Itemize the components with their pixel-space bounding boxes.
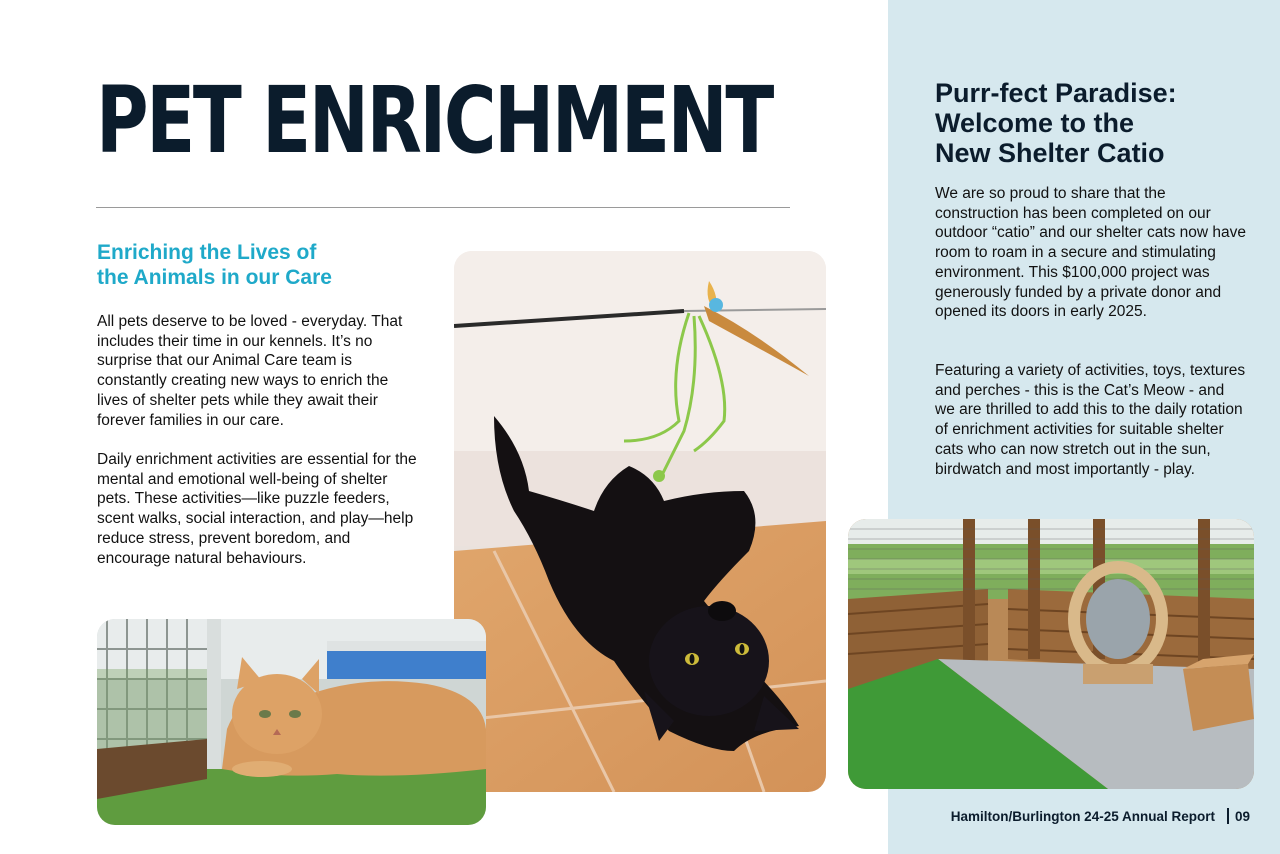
enrichment-paragraph-1: All pets deserve to be loved - everyday. That includes their time in our kennels. It’s no surprise that our Animal Care team is constantly creating new ways to enrich the lives of shelter pets while they await their forever families in our care. xyxy=(97,313,403,429)
enrichment-paragraph-2: Daily enrichment activities are essential for the mental and emotional well-being of shelter pets. These activities—like puzzle feeders, scent walks, social interaction, and play—help reduce stress, prevent boredom, and encourage natural behaviours. xyxy=(97,451,417,567)
enrichment-section-heading: Enriching the Lives of the Animals in our Care xyxy=(97,241,332,289)
title-divider xyxy=(96,207,790,208)
catio-section-heading: Purr-fect Paradise: Welcome to the New Shelter Catio xyxy=(935,78,1177,168)
black-cat-photo xyxy=(454,251,826,792)
page-title: PET ENRICHMENT xyxy=(96,67,772,174)
report-name: Hamilton/Burlington 24-25 Annual Report xyxy=(950,808,1215,824)
page-number: 09 xyxy=(1234,808,1250,824)
catio-paragraph-1: We are so proud to share that the construction has been completed on our outdoor “catio” and our shelter cats now have room to roam in a secure and stimulating environment. This $100,000 project was generously funded by a private donor and opened its doors in early 2025. xyxy=(935,185,1247,321)
footer-separator xyxy=(1227,808,1229,824)
page-footer xyxy=(951,808,1250,824)
orange-cat-photo xyxy=(97,619,486,825)
catio-photo xyxy=(848,519,1254,789)
catio-paragraph-2: Featuring a variety of activities, toys, textures and perches - this is the Cat’s Meow - and we are thrilled to add this to the daily rotation of enrichment activities for suitable shelter cats who can now stretch out in the sun, birdwatch and most importantly - play. xyxy=(935,362,1246,478)
